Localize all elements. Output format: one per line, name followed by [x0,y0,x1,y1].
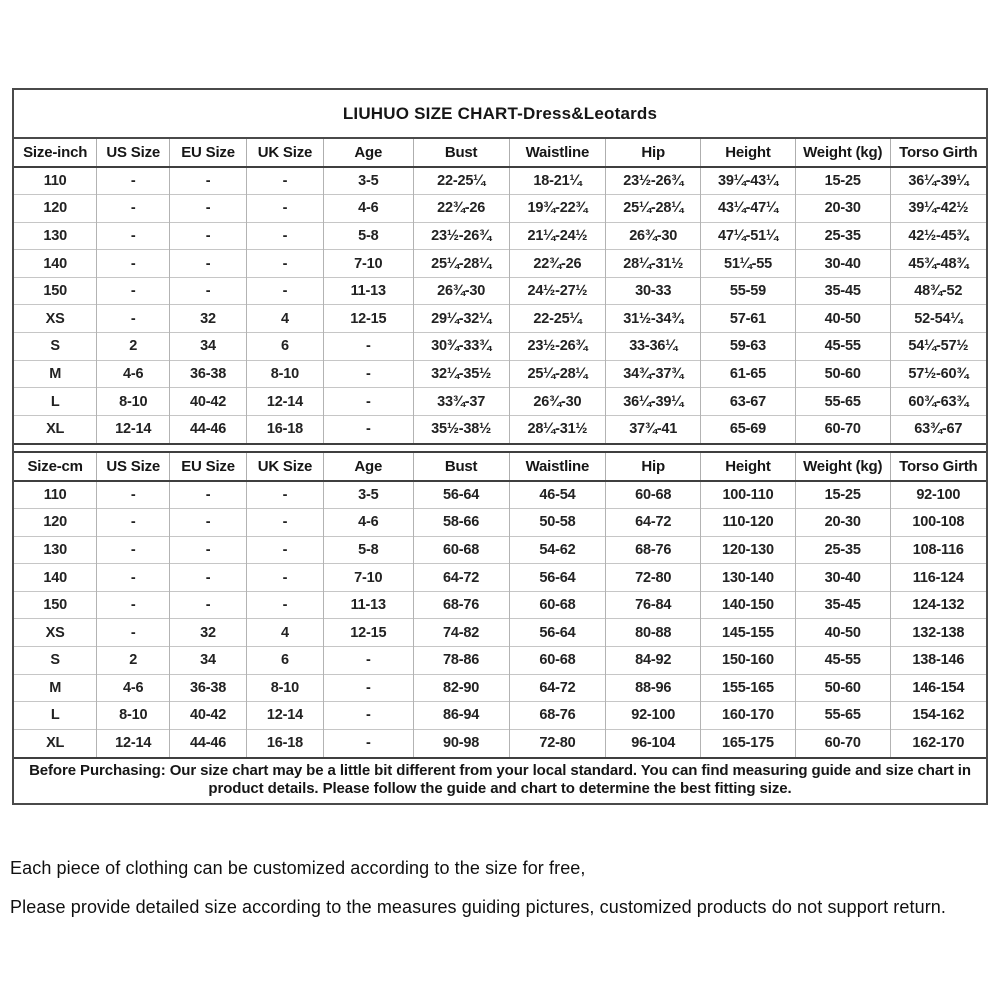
table-cell: 15-25 [795,167,890,195]
table-cell: 100-110 [701,481,796,509]
table-cell: - [97,564,170,592]
table-cell: 6 [246,647,323,675]
table-row [14,564,986,592]
header-row [14,453,986,481]
size-table-cm [14,453,986,757]
table-cell: 80-88 [606,619,701,647]
table-cell: 4 [246,619,323,647]
table-cell: 45-55 [795,647,890,675]
table-cell: 4-6 [323,509,413,537]
table-cell: 120 [14,509,97,537]
table-row [14,388,986,416]
table-cell: 30-40 [795,250,890,278]
table-cell: 116-124 [890,564,986,592]
table-cell: 12-14 [97,729,170,757]
table-cell: 110-120 [701,509,796,537]
table-cell: 33¾-37 [413,388,509,416]
table-cell: 50-60 [795,360,890,388]
column-header: EU Size [170,453,247,481]
table-cell: - [170,509,247,537]
table-cell: - [170,222,247,250]
table-cell: 26¾-30 [606,222,701,250]
header-row [14,139,986,167]
table-cell: 63-67 [701,388,796,416]
table-cell: 24½-27½ [509,277,606,305]
table-cell: 100-108 [890,509,986,537]
table-cell: XS [14,305,97,333]
table-cell: 124-132 [890,591,986,619]
table-cell: 57-61 [701,305,796,333]
table-cell: 23½-26¾ [509,333,606,361]
table-cell: 25¼-28¼ [606,195,701,223]
table-cell: 42½-45¾ [890,222,986,250]
table-cell: 32 [170,305,247,333]
table-cell: 50-60 [795,674,890,702]
table-cell: 7-10 [323,564,413,592]
table-cell: 165-175 [701,729,796,757]
table-cell: 92-100 [606,702,701,730]
table-row [14,729,986,757]
table-cell: - [97,195,170,223]
table-cell: 86-94 [413,702,509,730]
table-cell: 19¾-22¾ [509,195,606,223]
table-cell: L [14,702,97,730]
table-cell: 23½-26¾ [413,222,509,250]
table-cell: 40-42 [170,702,247,730]
table-cell: M [14,360,97,388]
table-cell: - [170,250,247,278]
table-cell: 90-98 [413,729,509,757]
table-cell: 60¾-63¾ [890,388,986,416]
column-header: Bust [413,453,509,481]
table-cell: 28¼-31½ [606,250,701,278]
table-cell: 25-35 [795,536,890,564]
table-cell: 22¾-26 [413,195,509,223]
column-header: UK Size [246,453,323,481]
column-header: Size-inch [14,139,97,167]
table-cell: 64-72 [509,674,606,702]
table-cell: 40-42 [170,388,247,416]
table-cell: 110 [43,173,67,190]
table-cell: 2 [97,333,170,361]
table-cell: 60-68 [413,536,509,564]
table-cell: 26¾-30 [413,277,509,305]
table-cell: 7-10 [323,250,413,278]
table-cell: - [323,647,413,675]
table-cell: - [246,250,323,278]
table-cell: 162-170 [890,729,986,757]
table-cell: 76-84 [606,591,701,619]
table-cell: 59-63 [701,333,796,361]
table-cell: 12-14 [97,415,170,443]
table-cell: 5-8 [323,222,413,250]
column-header: Age [323,453,413,481]
table-row [14,250,986,278]
table-cell: 16-18 [246,729,323,757]
table-cell: 140-150 [701,591,796,619]
table-cell: - [323,360,413,388]
table-cell: 57½-60¾ [890,360,986,388]
table-cell: 43¼-47¼ [701,195,796,223]
table-cell: 82-90 [413,674,509,702]
table-cell: 8-10 [97,702,170,730]
table-cell: 55-59 [701,277,796,305]
table-cell: 34¾-37¾ [606,360,701,388]
table-row [14,360,986,388]
table-cell: 18-21¼ [509,167,606,195]
table-row [14,277,986,305]
table-cell: 50-58 [509,509,606,537]
purchase-note: Before Purchasing: Our size chart may be a little bit different from your local standard. You can find measuring guide and size chart in product details. Please follow the guide and chart to determine the best fitting size. [14,757,986,803]
table-cell: 45¾-48¾ [890,250,986,278]
table-cell: 39¼-43¼ [701,167,796,195]
table-cell: 154-162 [890,702,986,730]
table-cell: 140 [14,250,97,278]
table-cell: 44-46 [170,415,247,443]
table-cell: 56-64 [509,619,606,647]
table-cell: 22-25¼ [413,167,509,195]
table-cell: 130-140 [701,564,796,592]
table-row [14,591,986,619]
table-cell: 55-65 [795,388,890,416]
table-cell: 30-33 [606,277,701,305]
table-cell: 4-6 [97,360,170,388]
footnote-customization: Each piece of clothing can be customized according to the size for free, [10,858,586,878]
table-cell: - [246,167,323,195]
table-cell: 55-65 [795,702,890,730]
table-cell: - [246,195,323,223]
table-cell: 56-64 [413,481,509,509]
table-cell: S [14,333,97,361]
table-cell: 15-25 [795,481,890,509]
table-cell: 25¼-28¼ [509,360,606,388]
table-cell: 47¼-51¼ [701,222,796,250]
chart-title: LIUHUO SIZE CHART-Dress&Leotards [14,90,986,139]
table-cell: 145-155 [701,619,796,647]
table-cell: 26¾-30 [509,388,606,416]
table-cell: 4 [246,305,323,333]
table-cell: - [97,305,170,333]
table-cell: 40-50 [795,305,890,333]
table-cell: - [170,195,247,223]
table-cell: - [170,167,247,195]
table-cell: 22-25¼ [509,305,606,333]
table-cell: 54-62 [509,536,606,564]
table-cell: - [246,591,323,619]
table-cell: 12-15 [323,619,413,647]
table-cell: - [323,415,413,443]
table-cell: 8-10 [97,388,170,416]
table-cell: - [170,277,247,305]
table-cell: - [246,564,323,592]
table-cell: 120 [14,195,97,223]
table-cell: 36-38 [170,360,247,388]
table-cell: 61-65 [701,360,796,388]
table-cell: - [170,536,247,564]
table-cell: S [14,647,97,675]
table-cell: 48¾-52 [890,277,986,305]
table-cell: - [97,222,170,250]
table-cell: 32¼-35½ [413,360,509,388]
table-cell: 40-50 [795,619,890,647]
table-cell: 52-54¼ [890,305,986,333]
table-cell: 110 [43,486,67,503]
table-cell: - [97,536,170,564]
footnote-return: Please provide detailed size according to the measures guiding pictures, customized products do not support return. [10,897,947,917]
table-cell: 4-6 [323,195,413,223]
table-cell: 146-154 [890,674,986,702]
table-cell: 132-138 [890,619,986,647]
column-header: US Size [97,139,170,167]
table-cell: 31½-34¾ [606,305,701,333]
table-cell: 68-76 [509,702,606,730]
column-header: Height [701,453,796,481]
table-cell: 65-69 [701,415,796,443]
table-cell: - [323,333,413,361]
table-cell: 150-160 [701,647,796,675]
table-cell: - [170,564,247,592]
table-cell: 60-70 [795,729,890,757]
table-cell: 60-68 [509,591,606,619]
table-row [14,536,986,564]
table-cell: 130 [14,536,97,564]
table-cell: 4-6 [97,674,170,702]
table-cell: 108-116 [890,536,986,564]
table-cell: - [323,674,413,702]
table-cell: 36¼-39¼ [606,388,701,416]
table-cell: 60-68 [606,481,701,509]
table-cell: 45-55 [795,333,890,361]
table-row [14,509,986,537]
table-row [14,333,986,361]
table-cell: 36¼-39¼ [890,167,986,195]
table-row [14,674,986,702]
table-cell: 34 [170,647,247,675]
table-cell: 23½-26¾ [606,167,701,195]
table-cell: 8-10 [246,674,323,702]
table-cell: 30¾-33¾ [413,333,509,361]
table-row [14,222,986,250]
table-cell: 12-15 [323,305,413,333]
table-cell: 3-5 [323,167,413,195]
table-cell: 35-45 [795,277,890,305]
table-cell: 72-80 [509,729,606,757]
table-cell: 60-70 [795,415,890,443]
table-cell: 34 [170,333,247,361]
table-cell: 64-72 [606,509,701,537]
table-cell: 37¾-41 [606,415,701,443]
table-cell: 58-66 [413,509,509,537]
table-cell: - [246,222,323,250]
column-header: Torso Girth [890,453,986,481]
column-header: Height [701,139,796,167]
table-cell: 20-30 [795,195,890,223]
size-chart [12,88,988,805]
table-row [14,702,986,730]
column-header: US Size [97,453,170,481]
table-cell: - [97,481,170,509]
table-row [14,647,986,675]
table-cell: 29¼-32¼ [413,305,509,333]
table-cell: 96-104 [606,729,701,757]
table-cell: L [14,388,97,416]
column-header: EU Size [170,139,247,167]
table-row [14,195,986,223]
size-table-inch [14,139,986,443]
column-header: Waistline [509,453,606,481]
table-row [14,619,986,647]
table-cell: 92-100 [890,481,986,509]
table-cell: - [170,591,247,619]
table-cell: 32 [170,619,247,647]
table-cell: M [14,674,97,702]
table-cell: 130 [14,222,97,250]
table-cell: - [97,509,170,537]
table-cell: 138-146 [890,647,986,675]
column-header: Torso Girth [890,139,986,167]
table-cell: - [97,591,170,619]
table-cell: 88-96 [606,674,701,702]
table-cell: - [246,509,323,537]
table-cell: 84-92 [606,647,701,675]
table-cell: - [323,388,413,416]
table-cell: 5-8 [323,536,413,564]
table-cell: 68-76 [606,536,701,564]
table-cell: 155-165 [701,674,796,702]
table-cell: - [323,702,413,730]
table-cell: 20-30 [795,509,890,537]
table-cell: - [246,277,323,305]
table-cell: 11-13 [323,591,413,619]
column-header: Hip [606,453,701,481]
table-row [14,305,986,333]
table-row [14,167,986,195]
table-cell: 68-76 [413,591,509,619]
table-cell: 35-45 [795,591,890,619]
column-header: Size-cm [14,453,97,481]
table-cell: 150 [14,591,97,619]
table-cell: 35½-38½ [413,415,509,443]
table-cell: 39¼-42½ [890,195,986,223]
column-header: Waistline [509,139,606,167]
table-cell: 22¾-26 [509,250,606,278]
table-cell: 72-80 [606,564,701,592]
table-cell: 25-35 [795,222,890,250]
table-cell: 33-36¼ [606,333,701,361]
table-cell: 12-14 [246,388,323,416]
column-header: Weight (kg) [795,139,890,167]
table-cell: 11-13 [323,277,413,305]
table-cell: 54¼-57½ [890,333,986,361]
table-cell: 44-46 [170,729,247,757]
table-cell: 140 [14,564,97,592]
table-cell: - [97,277,170,305]
table-cell: 36-38 [170,674,247,702]
table-cell: 2 [97,647,170,675]
table-cell: 150 [14,277,97,305]
column-header: Bust [413,139,509,167]
table-cell: 78-86 [413,647,509,675]
table-cell: 28¼-31½ [509,415,606,443]
table-cell: 63¾-67 [890,415,986,443]
table-cell: 12-14 [246,702,323,730]
column-header: Age [323,139,413,167]
column-header: Weight (kg) [795,453,890,481]
table-cell: XL [14,415,97,443]
table-cell: 51¼-55 [701,250,796,278]
table-cell: 60-68 [509,647,606,675]
column-header: Hip [606,139,701,167]
table-cell: 74-82 [413,619,509,647]
table-cell: - [97,167,170,195]
table-cell: - [246,481,323,509]
table-row [14,481,986,509]
table-cell: 160-170 [701,702,796,730]
table-cell: 64-72 [413,564,509,592]
table-cell: XS [14,619,97,647]
table-cell: 6 [246,333,323,361]
table-cell: 30-40 [795,564,890,592]
table-row [14,415,986,443]
table-cell: 8-10 [246,360,323,388]
column-header: UK Size [246,139,323,167]
table-cell: 21¼-24½ [509,222,606,250]
table-cell: 56-64 [509,564,606,592]
table-cell: 46-54 [509,481,606,509]
table-cell: 3-5 [323,481,413,509]
table-cell: 16-18 [246,415,323,443]
table-separator [14,443,986,453]
table-cell: 25¼-28¼ [413,250,509,278]
table-cell: 120-130 [701,536,796,564]
table-cell: - [170,481,247,509]
table-cell: - [97,250,170,278]
table-cell: - [97,619,170,647]
table-cell: XL [14,729,97,757]
table-cell: - [323,729,413,757]
table-cell: - [246,536,323,564]
